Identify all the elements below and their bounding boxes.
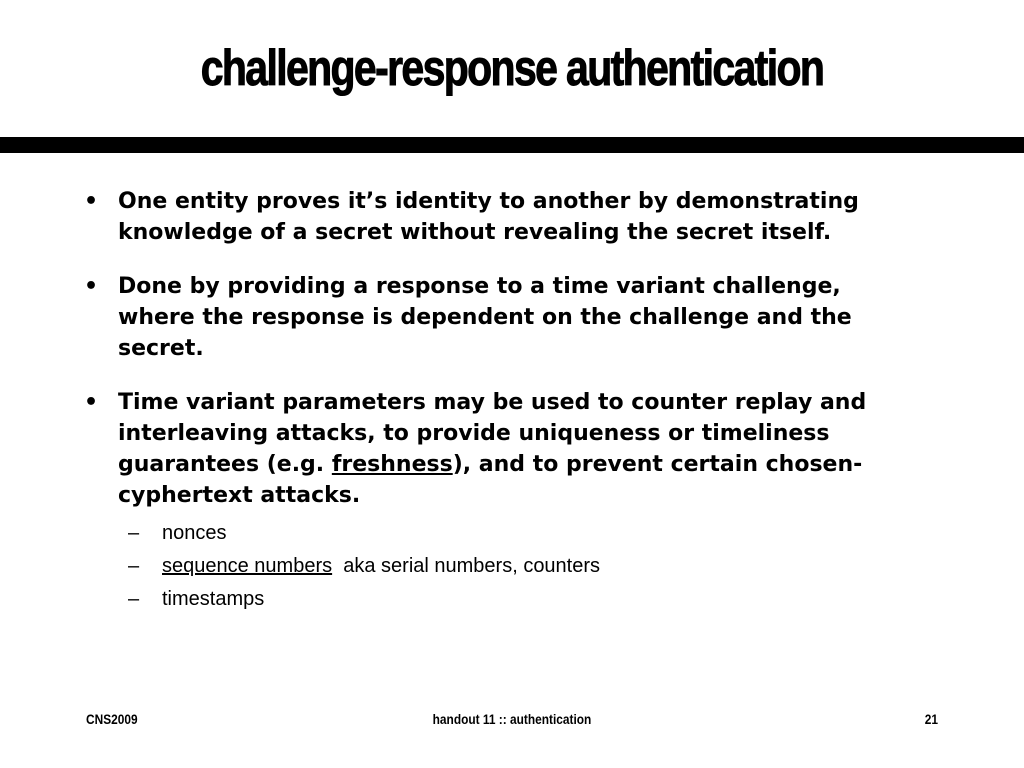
sub-dash: – — [128, 588, 140, 610]
footer-course: CNS2009 — [86, 711, 138, 727]
bullet-dot: • — [84, 274, 99, 299]
sub-dash: – — [128, 522, 140, 544]
bullet-text: Done by providing a response to a time variant challenge, where the response is dependent on the challenge and the secret. — [118, 274, 852, 361]
sub-item — [118, 583, 904, 616]
sub-dash: – — [128, 555, 140, 577]
slide-content — [84, 186, 904, 639]
bullet-text-before: Time variant parameters may be used to counter replay and interleaving attacks, to provide uniqueness or timeliness guarantees (e.g. — [118, 390, 867, 477]
freshness-link[interactable]: freshness — [331, 452, 453, 477]
bullet-item — [84, 271, 904, 364]
bullet-dot: • — [84, 189, 99, 214]
bullet-text-after: ), and to prevent certain chosen-cyphertext attacks. — [118, 452, 863, 508]
slide-title: challenge-response authentication — [200, 40, 824, 96]
sequence-numbers-link[interactable]: sequence numbers — [162, 555, 333, 577]
bullet-item — [84, 186, 904, 248]
sub-item-text: nonces — [162, 522, 227, 544]
bullet-item — [84, 387, 904, 616]
sub-item-text: timestamps — [162, 588, 265, 610]
sub-item — [118, 517, 904, 550]
footer-handout: handout 11 :: authentication — [432, 711, 592, 727]
sub-item-text: aka serial numbers, counters — [343, 555, 601, 577]
bullet-dot: • — [84, 390, 99, 415]
sub-item — [118, 550, 904, 583]
sub-list — [118, 517, 904, 616]
title-divider — [0, 137, 1024, 153]
bullet-text: One entity proves it’s identity to another by demonstrating knowledge of a secret without revealing the secret itself. — [118, 189, 859, 245]
footer-page-number: 21 — [924, 711, 938, 727]
